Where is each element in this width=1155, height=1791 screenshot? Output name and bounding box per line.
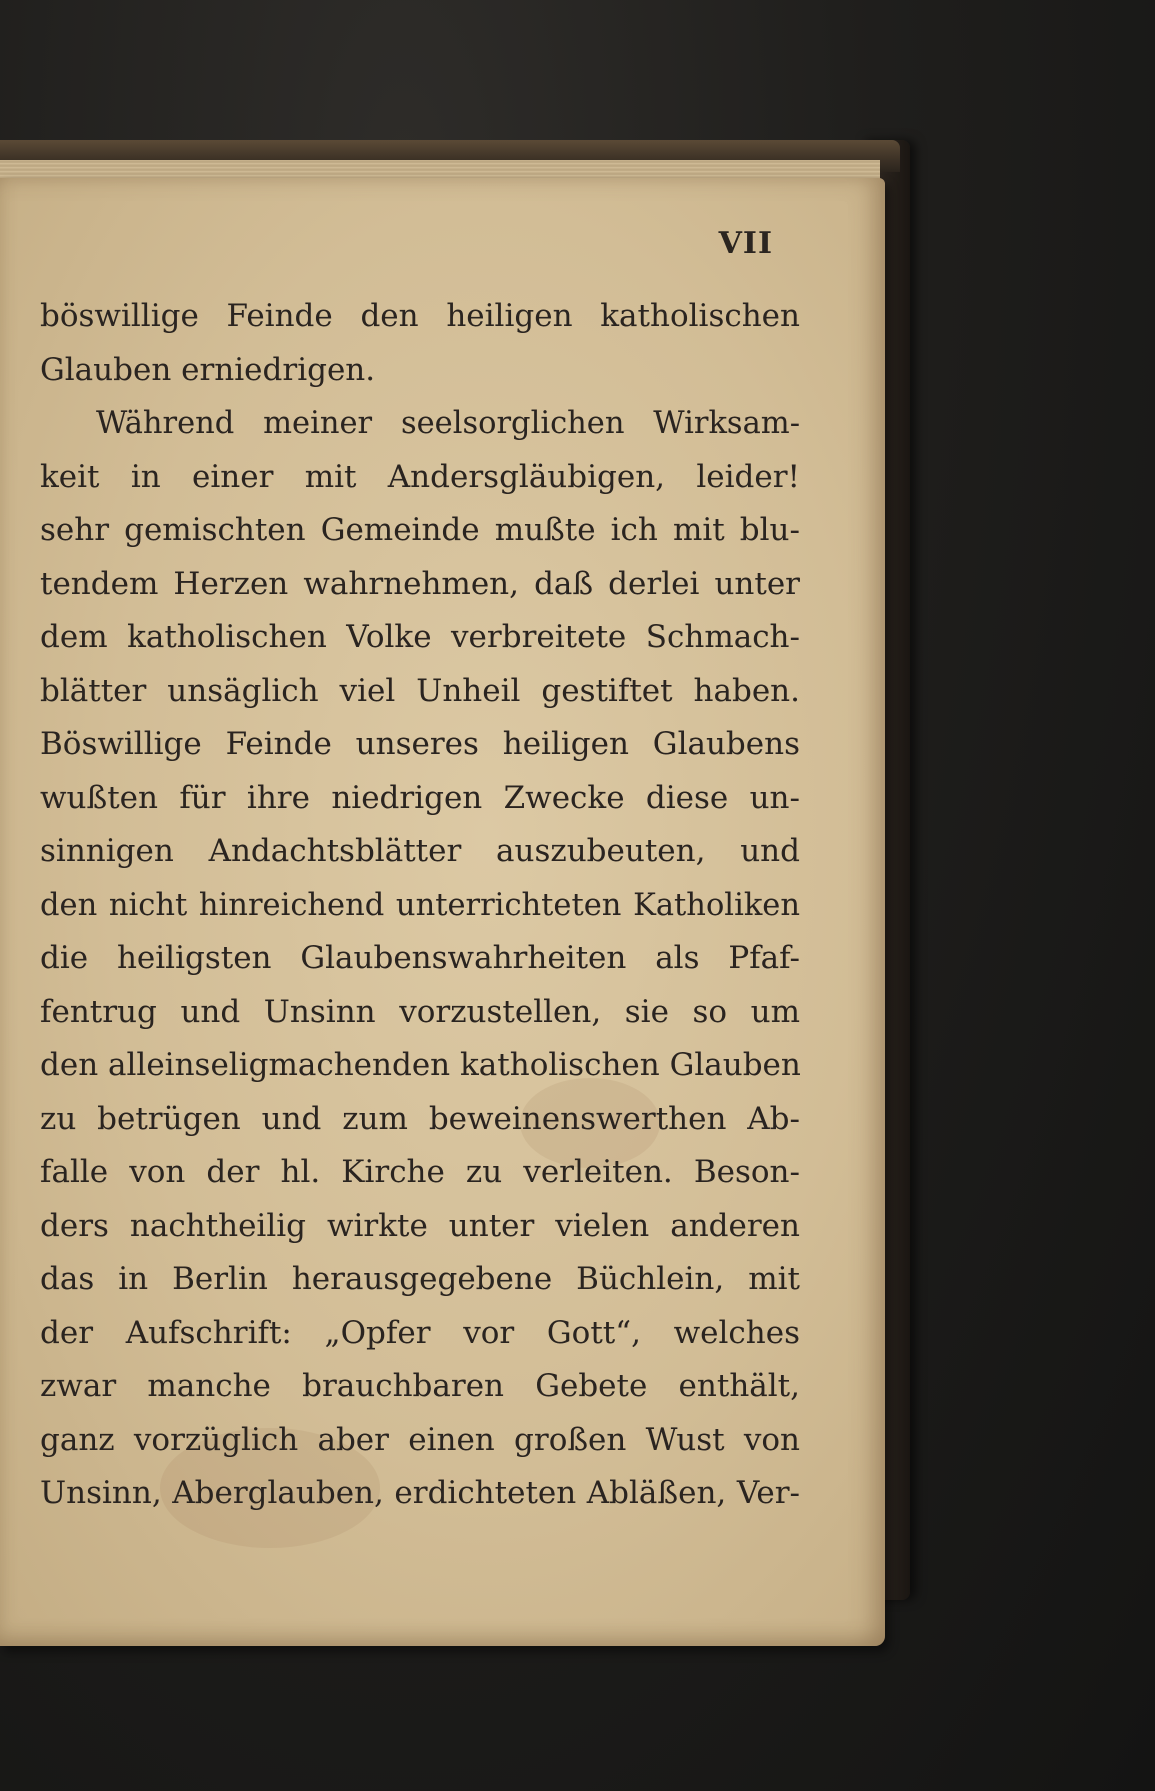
text-line: ders nachtheilig wirkte unter vielen anderen (40, 1207, 800, 1244)
text-line: Böswillige Feinde unseres heiligen Glaubens (40, 726, 800, 762)
text-line: keit in einer mit Andersgläubigen, leider! (40, 458, 800, 495)
text-line: blätter unsäglich viel Unheil gestiftet haben. (40, 672, 800, 709)
text-line: das in Berlin herausgegebene Büchlein, mit (40, 1261, 800, 1297)
body-text (40, 290, 800, 1521)
text-line: fentrug und Unsinn vorzustellen, sie so um (40, 993, 800, 1030)
text-line: zu betrügen und zum beweinenswerthen Ab- (40, 1100, 800, 1137)
page-number: VII (718, 226, 773, 261)
text-line: dem katholischen Volke verbreitete Schmach- (40, 619, 800, 655)
text-line: wußten für ihre niedrigen Zwecke diese un- (40, 779, 800, 816)
text-line: die heiligsten Glaubenswahrheiten als Pfaf- (40, 940, 800, 976)
text-line: falle von der hl. Kirche zu verleiten. Beson- (40, 1154, 800, 1190)
text-line: der Aufschrift: „Opfer vor Gott“, welches (40, 1314, 800, 1351)
text-line: ganz vorzüglich aber einen großen Wust von (40, 1421, 800, 1458)
text-line: böswillige Feinde den heiligen katholischen (40, 298, 800, 334)
text-line: Während meiner seelsorglichen Wirksam- (96, 406, 800, 441)
text-line: Glauben erniedrigen. (40, 351, 376, 388)
text-line: sehr gemischten Gemeinde mußte ich mit blu- (40, 512, 800, 548)
text-line: tendem Herzen wahrnehmen, daß derlei unter (40, 565, 800, 602)
book-page (0, 178, 885, 1646)
text-line: den alleinseligmachenden katholischen Glauben (40, 1047, 801, 1083)
text-line: Unsinn, Aberglauben, erdichteten Abläßen, Ver- (40, 1475, 800, 1511)
text-line: sinnigen Andachtsblätter auszubeuten, und (40, 833, 800, 869)
text-line: den nicht hinreichend unterrichteten Katholiken (40, 887, 800, 923)
text-line: zwar manche brauchbaren Gebete enthält, (40, 1368, 800, 1404)
